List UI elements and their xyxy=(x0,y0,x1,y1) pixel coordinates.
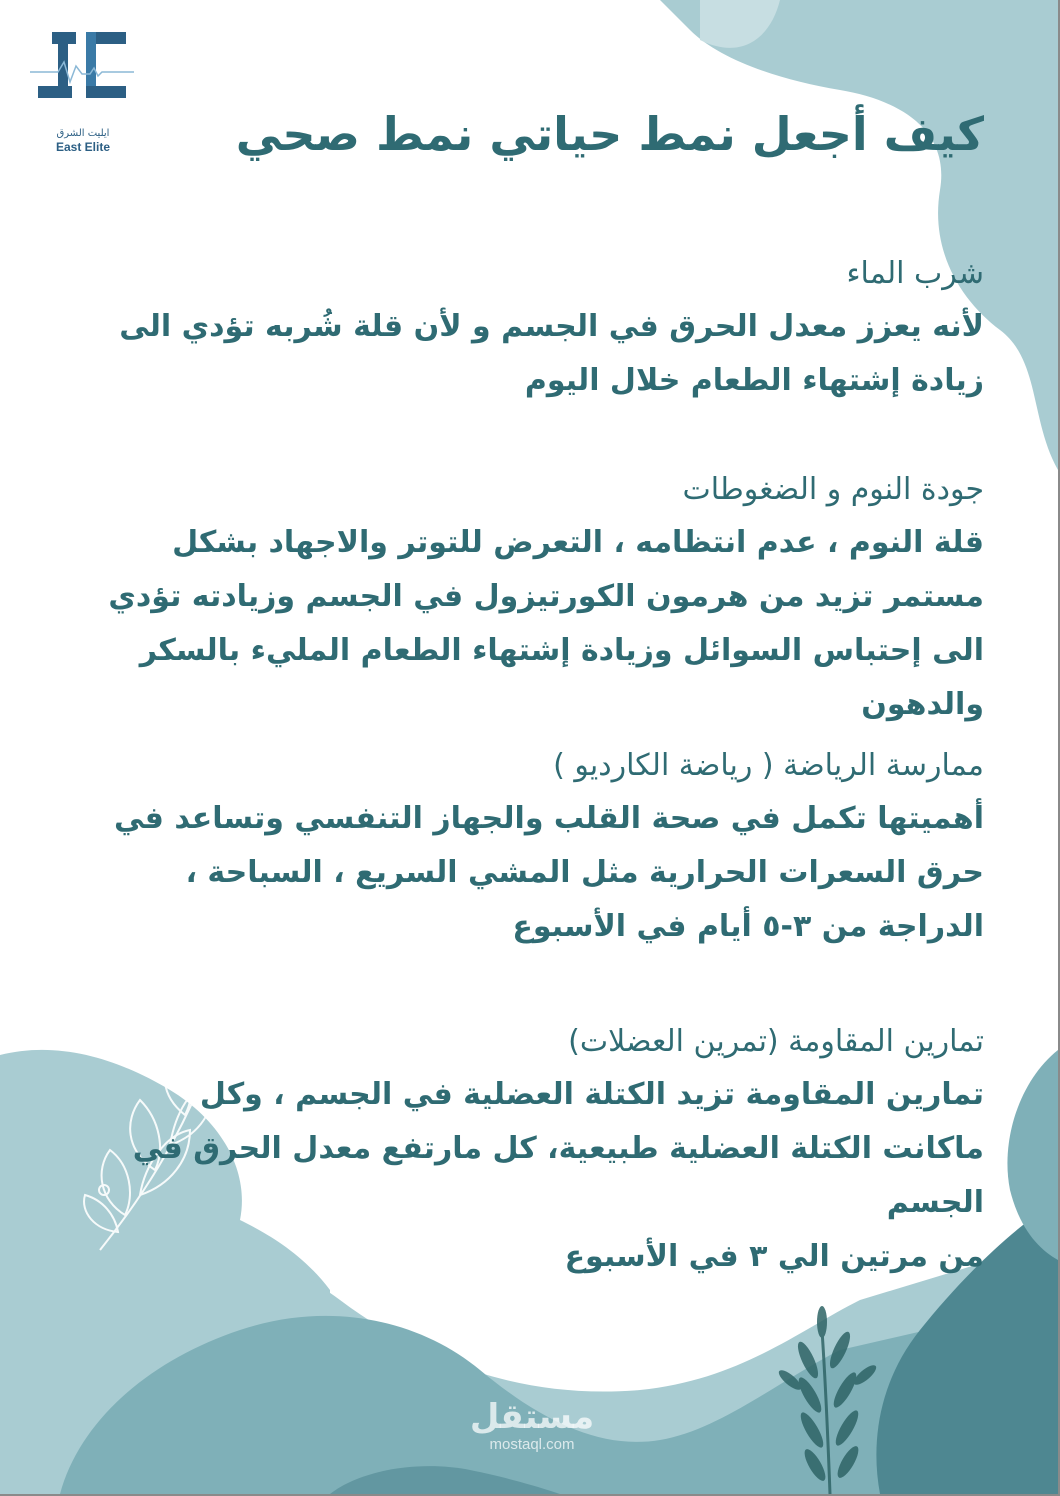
section-cardio xyxy=(104,740,984,954)
logo-english-name: East Elite xyxy=(55,140,111,154)
section-body: قلة النوم ، عدم انتظامه ، التعرض للتوتر والاجهاد بشكل مستمر تزيد من هرمون الكورتيزول في الجسم وزيادته تؤدي الى إحتباس السوائل وزيادة إشتهاء الطعام المليء بالسكر والدهون xyxy=(108,525,984,722)
page-title: كيف أجعل نمط حياتي نمط صحي xyxy=(235,107,984,161)
section-body: أهميتها تكمل في صحة القلب والجهاز التنفسي وتساعد في حرق السعرات الحرارية مثل المشي السريع ، السباحة ، الدراجة من ٣-٥ أيام في الأسبوع xyxy=(113,801,984,944)
section-water xyxy=(104,248,984,408)
logo-mark-icon xyxy=(28,24,138,124)
mostaql-watermark xyxy=(462,1398,602,1454)
section-body: لأنه يعزز معدل الحرق في الجسم و لأن قلة شُربه تؤدي الى زيادة إشتهاء الطعام خلال اليوم xyxy=(119,309,984,398)
right-blob-mid xyxy=(1007,1050,1058,1260)
logo-arabic-name: ايليت الشرق xyxy=(56,128,110,139)
watermark-url: mostaql.com xyxy=(489,1436,575,1453)
brand-logo xyxy=(28,24,138,154)
section-body: تمارين المقاومة تزيد الكتلة العضلية في الجسم ، وكل ماكانت الكتلة العضلية طبيعية، كل مارتفع معدل الحرق في الجسم xyxy=(132,1077,984,1220)
section-sleep xyxy=(104,464,984,732)
section-heading: تمارين المقاومة (تمرين العضلات) xyxy=(568,1024,984,1059)
section-resistance xyxy=(104,1016,984,1284)
section-heading: جودة النوم و الضغوطات xyxy=(682,472,984,507)
section-heading: شرب الماء xyxy=(846,256,984,291)
section-note: من مرتين الي ٣ في الأسبوع xyxy=(564,1239,984,1274)
section-heading: ممارسة الرياضة ( رياضة الكارديو ) xyxy=(553,748,984,783)
watermark-arabic: مستقل xyxy=(469,1397,595,1437)
